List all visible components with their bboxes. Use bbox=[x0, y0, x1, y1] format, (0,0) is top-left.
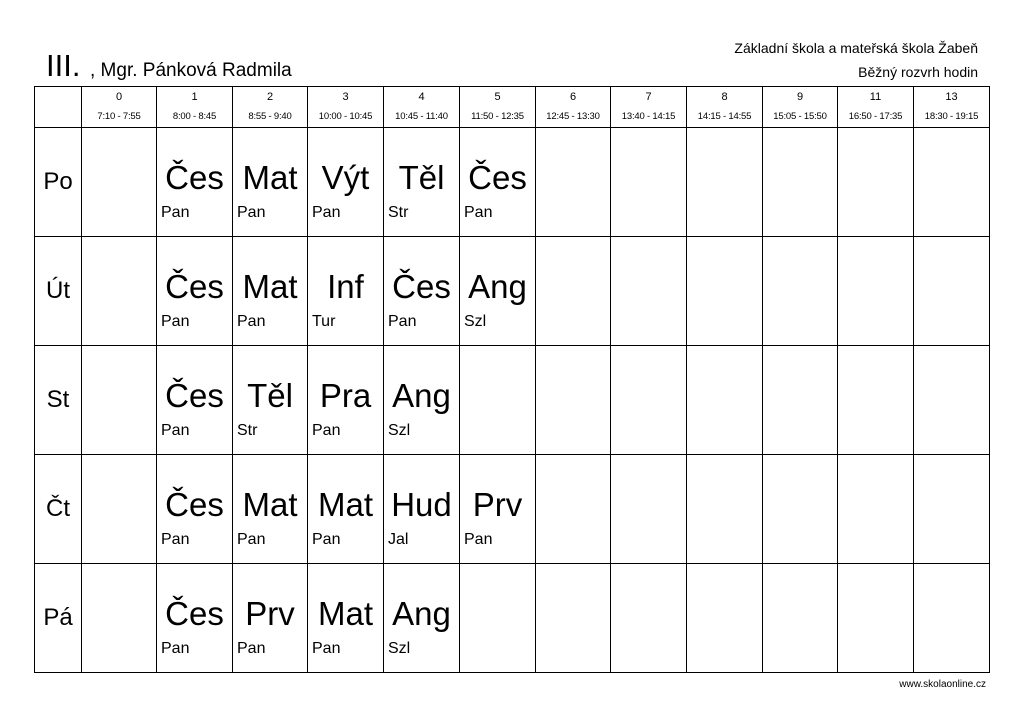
lesson-cell bbox=[611, 128, 687, 237]
lesson-cell bbox=[536, 455, 611, 564]
lesson-cell bbox=[838, 237, 914, 346]
lesson-cell bbox=[384, 346, 460, 455]
lesson-teacher: Pan bbox=[312, 422, 341, 439]
lesson-cell bbox=[460, 346, 536, 455]
lesson-cell bbox=[384, 564, 460, 673]
lesson-cell bbox=[157, 128, 233, 237]
period-time: 10:45 - 11:40 bbox=[384, 106, 460, 128]
lesson-teacher: Pan bbox=[464, 204, 493, 221]
lesson-teacher: Pan bbox=[161, 640, 190, 657]
lesson-cell bbox=[384, 128, 460, 237]
lesson-cell bbox=[687, 455, 763, 564]
lesson-subject: Čes bbox=[165, 268, 224, 305]
lesson-cell bbox=[82, 455, 157, 564]
lesson-subject: Mat bbox=[242, 268, 298, 305]
day-row bbox=[35, 455, 990, 564]
lesson-subject: Těl bbox=[398, 159, 445, 196]
period-time: 8:00 - 8:45 bbox=[157, 106, 233, 128]
lesson-cell bbox=[384, 455, 460, 564]
day-name: Pá bbox=[35, 564, 82, 673]
lesson-cell bbox=[384, 237, 460, 346]
lesson-cell bbox=[763, 455, 838, 564]
period-number: 7 bbox=[611, 87, 687, 107]
lesson-cell bbox=[838, 128, 914, 237]
period-number: 0 bbox=[82, 87, 157, 107]
lesson-subject: Ang bbox=[468, 268, 527, 305]
period-time: 10:00 - 10:45 bbox=[308, 106, 384, 128]
lesson-cell bbox=[460, 455, 536, 564]
lesson-teacher: Pan bbox=[237, 313, 266, 330]
lesson-subject: Ang bbox=[392, 595, 451, 632]
lesson-cell bbox=[233, 455, 308, 564]
lesson-teacher: Pan bbox=[161, 204, 190, 221]
lesson-subject: Čes bbox=[468, 159, 527, 196]
period-time: 14:15 - 14:55 bbox=[687, 106, 763, 128]
lesson-cell bbox=[914, 346, 990, 455]
period-time: 12:45 - 13:30 bbox=[536, 106, 611, 128]
lesson-subject: Čes bbox=[165, 159, 224, 196]
lesson-cell bbox=[157, 455, 233, 564]
lesson-cell bbox=[687, 237, 763, 346]
lesson-cell bbox=[611, 346, 687, 455]
lesson-cell bbox=[914, 237, 990, 346]
day-row bbox=[35, 346, 990, 455]
lesson-cell bbox=[763, 237, 838, 346]
lesson-cell bbox=[157, 346, 233, 455]
lesson-teacher: Pan bbox=[464, 531, 493, 548]
lesson-subject: Čes bbox=[165, 595, 224, 632]
lesson-teacher: Tur bbox=[312, 313, 336, 330]
corner-cell bbox=[35, 87, 82, 128]
timetable bbox=[34, 86, 990, 673]
class-name: III. bbox=[46, 48, 81, 83]
lesson-cell bbox=[157, 564, 233, 673]
lesson-teacher: Pan bbox=[312, 531, 341, 548]
lesson-cell bbox=[838, 346, 914, 455]
period-time: 11:50 - 12:35 bbox=[460, 106, 536, 128]
period-time: 8:55 - 9:40 bbox=[233, 106, 308, 128]
lesson-cell bbox=[308, 564, 384, 673]
lesson-cell bbox=[233, 237, 308, 346]
lesson-subject: Prv bbox=[245, 595, 295, 632]
lesson-subject: Mat bbox=[317, 486, 373, 523]
lesson-cell bbox=[611, 564, 687, 673]
lesson-subject: Mat bbox=[242, 159, 298, 196]
lesson-subject: Mat bbox=[242, 486, 298, 523]
lesson-teacher: Str bbox=[237, 422, 258, 439]
lesson-subject: Mat bbox=[317, 595, 373, 632]
lesson-teacher: Pan bbox=[388, 313, 417, 330]
lesson-cell bbox=[914, 564, 990, 673]
footer-url: www.skolaonline.cz bbox=[899, 679, 986, 690]
lesson-teacher: Pan bbox=[312, 204, 341, 221]
schedule-type: Běžný rozvrh hodin bbox=[858, 64, 978, 80]
lesson-cell bbox=[233, 346, 308, 455]
day-row bbox=[35, 128, 990, 237]
period-number: 2 bbox=[233, 87, 308, 107]
lesson-cell bbox=[687, 346, 763, 455]
day-name: Čt bbox=[35, 455, 82, 564]
lesson-cell bbox=[157, 237, 233, 346]
period-time: 7:10 - 7:55 bbox=[82, 106, 157, 128]
period-number: 1 bbox=[157, 87, 233, 107]
lesson-cell bbox=[763, 564, 838, 673]
lesson-teacher: Pan bbox=[237, 640, 266, 657]
lesson-subject: Inf bbox=[327, 268, 364, 305]
period-time: 13:40 - 14:15 bbox=[611, 106, 687, 128]
period-time: 18:30 - 19:15 bbox=[914, 106, 990, 128]
lesson-subject: Čes bbox=[165, 377, 224, 414]
lesson-teacher: Pan bbox=[161, 531, 190, 548]
class-teacher: , Mgr. Pánková Radmila bbox=[90, 60, 292, 81]
lesson-cell bbox=[763, 346, 838, 455]
lesson-cell bbox=[308, 455, 384, 564]
lesson-cell bbox=[308, 346, 384, 455]
lesson-cell bbox=[536, 237, 611, 346]
period-number: 6 bbox=[536, 87, 611, 107]
period-number: 3 bbox=[308, 87, 384, 107]
lesson-cell bbox=[536, 128, 611, 237]
lesson-cell bbox=[536, 346, 611, 455]
lesson-cell bbox=[460, 237, 536, 346]
lesson-cell bbox=[687, 128, 763, 237]
lesson-teacher: Szl bbox=[464, 313, 487, 330]
period-number: 9 bbox=[763, 87, 838, 107]
lesson-cell bbox=[536, 564, 611, 673]
period-number: 13 bbox=[914, 87, 990, 107]
lesson-cell bbox=[233, 128, 308, 237]
period-number: 8 bbox=[687, 87, 763, 107]
lesson-cell bbox=[687, 564, 763, 673]
lesson-subject: Čes bbox=[392, 268, 451, 305]
period-time: 15:05 - 15:50 bbox=[763, 106, 838, 128]
lesson-cell bbox=[82, 346, 157, 455]
lesson-cell bbox=[611, 237, 687, 346]
lesson-subject: Prv bbox=[472, 486, 523, 523]
day-name: Po bbox=[35, 128, 82, 237]
lesson-teacher: Pan bbox=[237, 204, 266, 221]
lesson-subject: Čes bbox=[165, 486, 224, 523]
day-row bbox=[35, 237, 990, 346]
lesson-subject: Výt bbox=[321, 159, 370, 196]
day-name: Út bbox=[35, 237, 82, 346]
lesson-teacher: Pan bbox=[312, 640, 341, 657]
period-number: 11 bbox=[838, 87, 914, 107]
lesson-teacher: Jal bbox=[388, 531, 409, 548]
day-name: St bbox=[35, 346, 82, 455]
lesson-cell bbox=[308, 237, 384, 346]
lesson-cell bbox=[460, 564, 536, 673]
lesson-cell bbox=[763, 128, 838, 237]
lesson-cell bbox=[838, 564, 914, 673]
lesson-teacher: Pan bbox=[237, 531, 266, 548]
period-number: 5 bbox=[460, 87, 536, 107]
lesson-cell bbox=[460, 128, 536, 237]
lesson-cell bbox=[308, 128, 384, 237]
lesson-teacher: Pan bbox=[161, 422, 190, 439]
school-name: Základní škola a mateřská škola Žabeň bbox=[734, 40, 978, 56]
day-row bbox=[35, 564, 990, 673]
lesson-cell bbox=[914, 128, 990, 237]
lesson-cell bbox=[82, 564, 157, 673]
lesson-subject: Ang bbox=[392, 377, 451, 414]
lesson-teacher: Szl bbox=[388, 640, 411, 657]
lesson-teacher: Str bbox=[388, 204, 409, 221]
period-number: 4 bbox=[384, 87, 460, 107]
lesson-cell bbox=[914, 455, 990, 564]
lesson-subject: Hud bbox=[391, 486, 452, 523]
lesson-teacher: Szl bbox=[388, 422, 411, 439]
lesson-cell bbox=[82, 237, 157, 346]
lesson-subject: Pra bbox=[319, 377, 372, 414]
lesson-cell bbox=[82, 128, 157, 237]
lesson-subject: Těl bbox=[247, 377, 293, 414]
period-time: 16:50 - 17:35 bbox=[838, 106, 914, 128]
lesson-cell bbox=[611, 455, 687, 564]
lesson-teacher: Pan bbox=[161, 313, 190, 330]
lesson-cell bbox=[838, 455, 914, 564]
lesson-cell bbox=[233, 564, 308, 673]
